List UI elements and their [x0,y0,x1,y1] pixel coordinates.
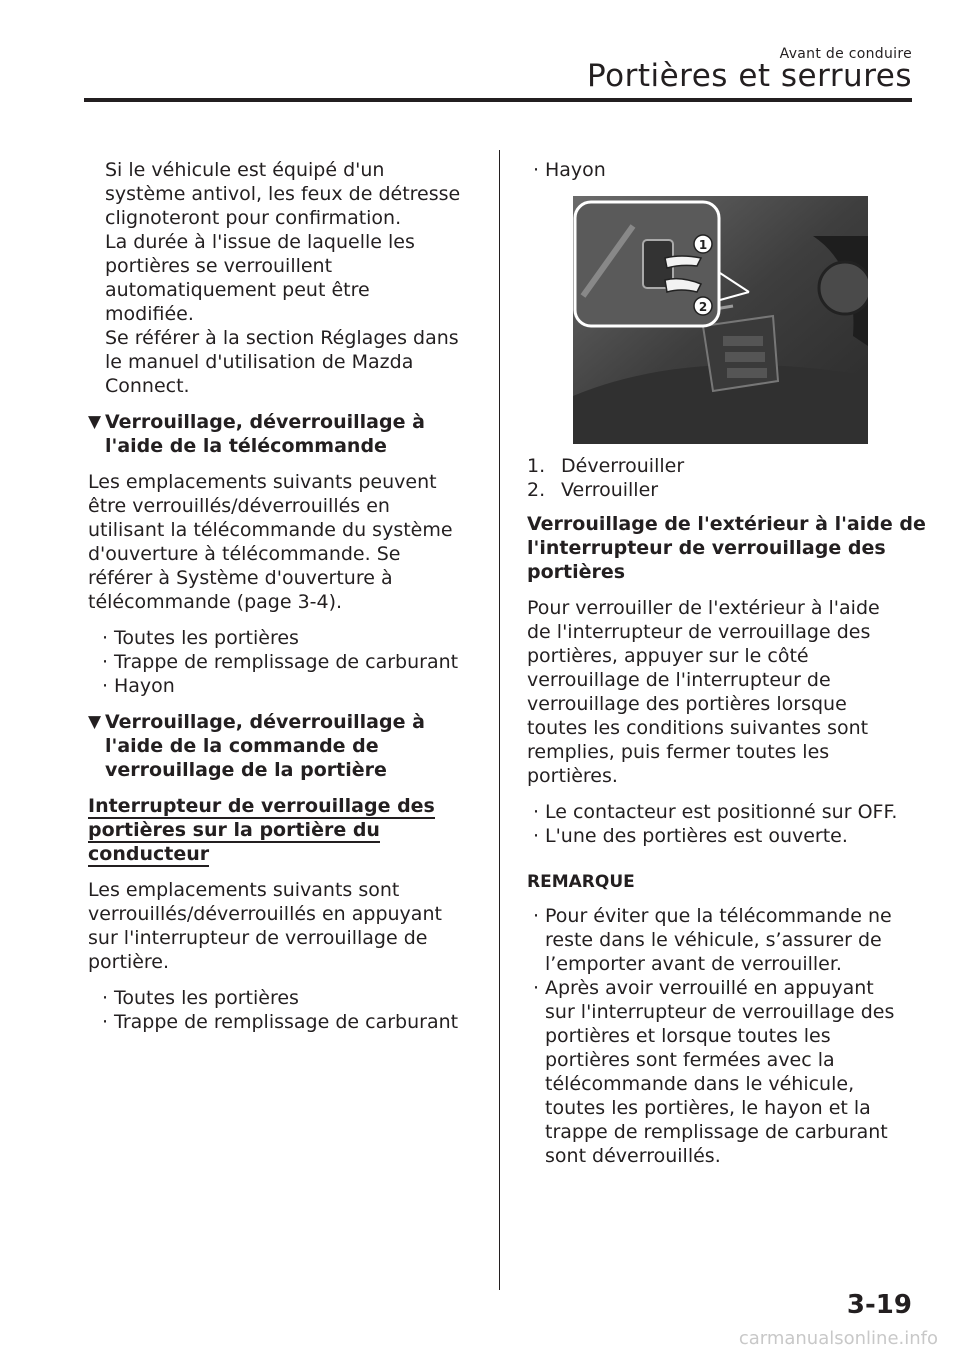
list-item: · Toutes les portières [102,986,484,1010]
heading-line: Verrouillage, déverrouillage à [105,711,425,733]
text-line: modifiée. [105,303,194,325]
text-line: sur l'interrupteur de verrouillage de [88,927,428,949]
heading-line: l'aide de la commande de [105,735,379,757]
list-item: · Le contacteur est positionné sur OFF. [533,800,927,824]
right-column [527,158,927,1180]
note-bullet-list [527,904,927,1168]
text-line: le manuel d'utilisation de Mazda [105,351,414,373]
text-line: Se référer à la section Réglages dans [105,327,459,349]
text-line: trappe de remplissage de carburant [545,1121,888,1143]
list-item: 1. Déverrouiller [527,455,685,477]
door-panel-photo [573,196,868,444]
header-section-label: Avant de conduire [779,46,912,62]
text-line: toutes les portières, le hayon et la [545,1097,871,1119]
text-line: référer à Système d'ouverture à [88,567,393,589]
header-rule [84,98,912,102]
text-line: reste dans le véhicule, s’assurer de [545,929,882,951]
list-item: 2. Verrouiller [527,479,659,501]
page-title: Portières et serrures [587,58,912,94]
text-line: Pour verrouiller de l'extérieur à l'aide [527,597,880,619]
page-number: 3-19 [846,1290,912,1320]
list-item: · Hayon [102,674,484,698]
exterior-lock-paragraph [527,596,927,788]
list-item: · Hayon [533,158,927,182]
text-line: La durée à l'issue de laquelle les [105,231,415,253]
text-line: portières et lorsque toutes les [545,1025,831,1047]
text-line: portières se verrouillent [105,255,333,277]
text-line: de l'interrupteur de verrouillage des [527,621,871,643]
tailgate-bullet [527,158,927,182]
text-line: l’emporter avant de verrouiller. [545,953,842,975]
text-line: sur l'interrupteur de verrouillage des [545,1001,895,1023]
text-line: verrouillage de l'interrupteur de [527,669,831,691]
text-line: utilisant la télécommande du système [88,519,453,541]
legend-list [527,454,927,502]
remote-bullet-list [88,626,484,698]
triangle-marker-icon: ▼ [88,712,102,732]
list-item: · Toutes les portières [102,626,484,650]
text-line: Les emplacements suivants peuvent [88,471,437,493]
callout-2-label: 2 [698,300,708,314]
heading-line: l'aide de la télécommande [105,435,387,457]
list-item [533,976,927,1168]
heading-line: portières [527,561,626,583]
text-line: télécommande dans le véhicule, [545,1073,855,1095]
text-line: sont déverrouillés. [545,1145,721,1167]
text-line: clignoteront pour confirmation. [105,207,402,229]
conditions-list [527,800,927,848]
text-line: d'ouverture à télécommande. Se [88,543,401,565]
text-line: verrouillés/déverrouillés en appuyant [88,903,442,925]
text-line: toutes les conditions suivantes sont [527,717,869,739]
text-line: remplies, puis fermer toutes les [527,741,830,763]
text-line: portières. [527,765,618,787]
text-line: verrouillage des portières lorsque [527,693,847,715]
list-item [533,904,927,976]
text-line: · Après avoir verrouillé en appuyant [545,977,874,999]
heading-line: Interrupteur de verrouillage des [88,795,435,817]
section-heading-remote [88,410,484,458]
text-line: · Pour éviter que la télécommande ne [545,905,892,927]
door-switch-figure [573,196,868,444]
text-line: portière. [88,951,170,973]
callout-1-label: 1 [698,238,708,252]
list-item: · Trappe de remplissage de carburant [102,650,484,674]
list-item: · Trappe de remplissage de carburant [102,1010,484,1034]
heading-line: verrouillage de la portière [105,759,387,781]
section-heading-door-switch [88,710,484,782]
triangle-marker-icon: ▼ [88,412,102,432]
heading-line: Verrouillage, déverrouillage à [105,411,425,433]
heading-line: l'interrupteur de verrouillage des [527,537,886,559]
remote-paragraph [88,470,484,614]
note-title: REMARQUE [527,872,635,892]
intro-paragraph [88,158,484,398]
watermark: carmanualsonline.info [738,1328,938,1349]
exterior-lock-heading [527,512,927,584]
heading-line: portières sur la portière du [88,819,380,841]
text-line: télécommande (page 3-4). [88,591,343,613]
heading-line: Verrouillage de l'extérieur à l'aide de [527,513,926,535]
list-item: · L'une des portières est ouverte. [533,824,927,848]
text-line: Les emplacements suivants sont [88,879,400,901]
door-switch-paragraph [88,878,484,974]
text-line: portières sont fermées avec la [545,1049,835,1071]
subheading-driver-switch [88,794,484,866]
text-line: système antivol, les feux de détresse [105,183,461,205]
text-line: Connect. [105,375,190,397]
left-column [88,158,484,1046]
text-line: automatiquement peut être [105,279,370,301]
door-switch-bullet-list [88,986,484,1034]
text-line: être verrouillés/déverrouillés en [88,495,390,517]
text-line: Si le véhicule est équipé d'un [105,159,385,181]
heading-line: conducteur [88,843,210,865]
text-line: portières, appuyer sur le côté [527,645,809,667]
column-divider [499,150,500,1290]
